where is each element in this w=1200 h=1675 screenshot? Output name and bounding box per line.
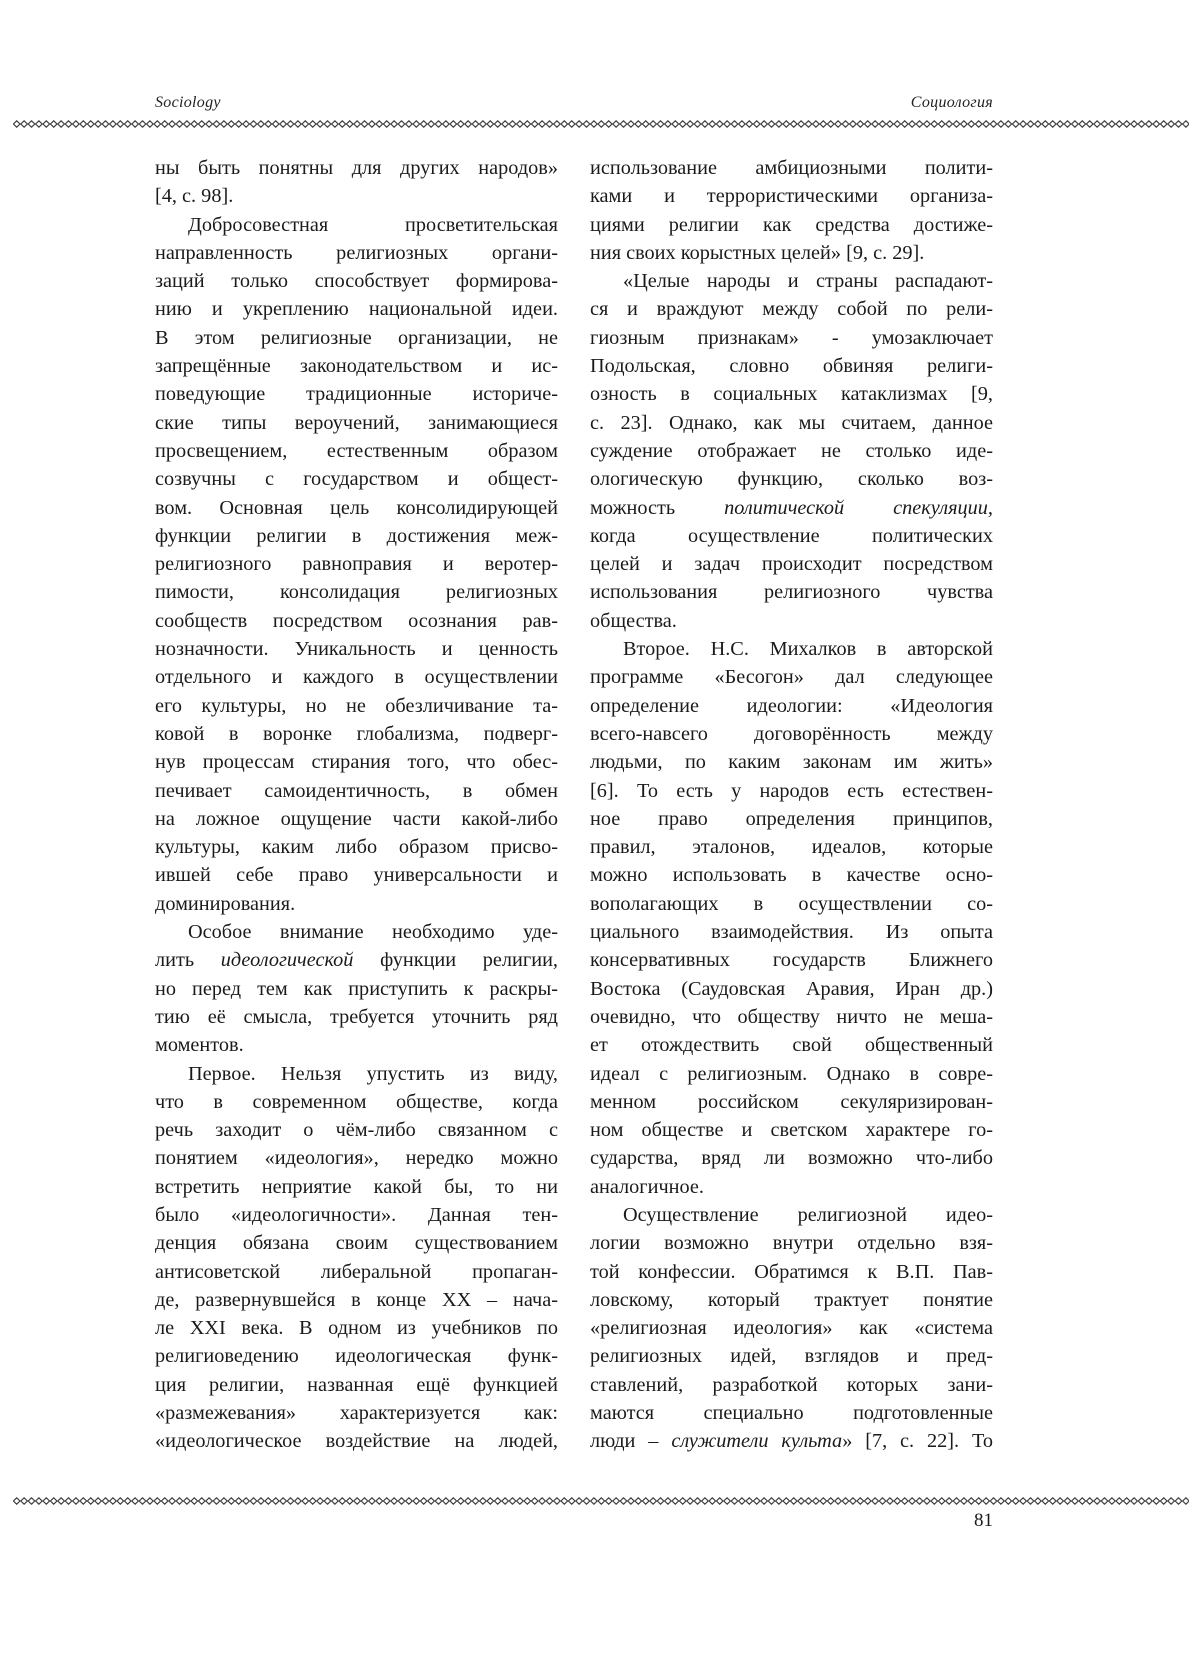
text-line	[590, 946, 993, 974]
text-line	[590, 324, 993, 352]
text-line	[155, 380, 558, 408]
text-run: антисоветской либеральной пропаган-	[155, 1261, 558, 1283]
text-run: ле XXI века. В одном из учебников по	[155, 1317, 558, 1339]
running-header-left: Sociology	[155, 94, 221, 112]
text-run: ны быть понятны для других народов»	[155, 157, 558, 179]
text-line	[155, 1144, 558, 1172]
text-run: религиоведению идеологическая функ-	[155, 1345, 558, 1367]
text-line	[590, 663, 993, 691]
running-header-right: Социология	[911, 94, 993, 112]
paragraph	[155, 154, 558, 211]
text-run: ное право определения принципов,	[590, 808, 993, 830]
text-line	[155, 1314, 558, 1342]
text-run: ция религии, названная ещё функцией	[155, 1374, 558, 1396]
text-line	[155, 550, 558, 578]
text-run: всего-навсего договорённость между	[590, 723, 993, 745]
text-line	[590, 1144, 993, 1172]
text-line	[155, 1173, 558, 1201]
text-run: люди –	[590, 1430, 671, 1452]
text-run: пимости, консолидация религиозных	[155, 581, 558, 603]
text-line	[590, 1003, 993, 1031]
text-line	[155, 1258, 558, 1286]
text-run: ет отождествить свой общественный	[590, 1034, 993, 1056]
text-run: направленность религиозных органи-	[155, 242, 558, 264]
text-line	[155, 239, 558, 267]
text-line	[155, 720, 558, 748]
text-run: логии возможно внутри отдельно взя-	[590, 1232, 993, 1254]
text-line	[155, 352, 558, 380]
text-line	[590, 1427, 993, 1455]
text-run: Осуществление религиозной идео-	[623, 1204, 993, 1226]
text-run: можно использовать в качестве осно-	[590, 864, 993, 886]
text-run: вом. Основная цель консолидирующей	[155, 497, 558, 519]
text-run: ся и враждуют между собой по рели-	[590, 298, 993, 320]
text-run: вополагающих в осуществлении со-	[590, 893, 993, 915]
paragraph	[590, 267, 993, 635]
text-line	[155, 663, 558, 691]
text-line	[590, 1314, 993, 1342]
text-line	[590, 154, 993, 182]
text-run: религиозного равноправия и веротер-	[155, 553, 558, 575]
text-line	[590, 748, 993, 776]
text-run: маются специально подготовленные	[590, 1402, 993, 1424]
text-run: суждение отображает не столько иде-	[590, 440, 993, 462]
text-run: созвучны с государством и общест-	[155, 468, 558, 490]
text-line	[155, 1399, 558, 1427]
text-run: можность	[590, 497, 724, 519]
text-line	[155, 1342, 558, 1370]
text-run: лить	[155, 949, 221, 971]
text-line	[155, 324, 558, 352]
text-line	[590, 1399, 993, 1427]
text-run: идеал с религиозным. Однако в совре-	[590, 1063, 993, 1085]
page-number: 81	[974, 1510, 993, 1532]
text-run: печивает самоидентичность, в обмен	[155, 780, 558, 802]
text-run: аналогичное.	[590, 1176, 704, 1198]
text-run: что в современном обществе, когда	[155, 1091, 558, 1113]
text-run: сударства, вряд ли возможно что-либо	[590, 1147, 993, 1169]
italic-text-run: служители культа	[671, 1430, 842, 1452]
text-line	[155, 607, 558, 635]
text-line	[590, 1371, 993, 1399]
text-run: просвещением, естественным образом	[155, 440, 558, 462]
text-run: ставлений, разработкой которых зани-	[590, 1374, 993, 1396]
text-line	[590, 861, 993, 889]
text-line	[590, 1060, 993, 1088]
text-line	[590, 1031, 993, 1059]
text-line	[155, 295, 558, 323]
text-line	[155, 1201, 558, 1229]
text-run: ния своих корыстных целей» [9, с. 29].	[590, 242, 924, 264]
text-run: когда осуществление политических	[590, 525, 993, 547]
text-line	[155, 154, 558, 182]
text-run: консервативных государств Ближнего	[590, 949, 993, 971]
text-line	[590, 1201, 993, 1229]
text-run: «религиозная идеология» как «система	[590, 1317, 993, 1339]
text-line	[590, 522, 993, 550]
paragraph	[590, 1201, 993, 1456]
ornament-divider-bottom	[13, 1497, 1189, 1505]
text-run: озность в социальных катаклизмах [9,	[590, 383, 993, 405]
text-run: ившей себе право универсальности и	[155, 864, 558, 886]
text-line	[155, 1371, 558, 1399]
text-run: нув процессам стирания того, что обес-	[155, 751, 558, 773]
text-run: Первое. Нельзя упустить из виду,	[188, 1063, 558, 1085]
text-line	[155, 1116, 558, 1144]
text-run: культуры, каким либо образом присво-	[155, 836, 558, 858]
text-line	[590, 550, 993, 578]
text-run: ловскому, который трактует понятие	[590, 1289, 993, 1311]
text-line	[590, 635, 993, 663]
text-line	[155, 437, 558, 465]
text-run: [4, с. 98].	[155, 185, 233, 207]
paragraph	[590, 154, 993, 267]
text-run: моментов.	[155, 1034, 244, 1056]
text-run: целей и задач происходит посредством	[590, 553, 993, 575]
text-line	[155, 1427, 558, 1455]
text-run: речь заходит о чём-либо связанном с	[155, 1119, 558, 1141]
text-run: религиозных идей, взглядов и пред-	[590, 1345, 993, 1367]
text-line	[590, 182, 993, 210]
text-line	[590, 607, 993, 635]
text-run: доминирования.	[155, 893, 295, 915]
text-run: Востока (Саудовская Аравия, Иран др.)	[590, 978, 993, 1000]
text-run: функции религии,	[353, 949, 558, 971]
text-line	[590, 295, 993, 323]
text-line	[590, 1116, 993, 1144]
text-run: но перед тем как приступить к раскры-	[155, 978, 558, 1000]
text-run: менном российском секуляризирован-	[590, 1091, 993, 1113]
text-line	[590, 1088, 993, 1116]
text-line	[590, 239, 993, 267]
text-line	[590, 720, 993, 748]
text-line	[155, 946, 558, 974]
text-line	[590, 805, 993, 833]
text-line	[155, 748, 558, 776]
text-run: было «идеологичности». Данная тен-	[155, 1204, 558, 1226]
text-run: ками и террористическими организа-	[590, 185, 993, 207]
text-line	[590, 1342, 993, 1370]
italic-text-run: политической спекуляции,	[724, 497, 993, 519]
text-line	[590, 352, 993, 380]
text-line	[590, 1286, 993, 1314]
text-line	[590, 1173, 993, 1201]
text-column-left	[155, 154, 558, 1456]
text-line	[590, 267, 993, 295]
text-line	[590, 409, 993, 437]
text-line	[155, 635, 558, 663]
text-line	[155, 1286, 558, 1314]
text-line	[155, 1003, 558, 1031]
text-run: встретить неприятие какой бы, то ни	[155, 1176, 558, 1198]
paragraph	[155, 211, 558, 918]
text-run: Добросовестная просветительская	[188, 214, 558, 236]
text-run: тию её смысла, требуется уточнить ряд	[155, 1006, 558, 1028]
paragraph	[155, 918, 558, 1059]
text-line	[155, 1088, 558, 1116]
text-run: «размежевания» характеризуется как:	[155, 1402, 558, 1424]
text-line	[590, 975, 993, 1003]
text-line	[155, 409, 558, 437]
text-run: де, развернувшейся в конце XX – нача-	[155, 1289, 558, 1311]
text-run: определение идеологии: «Идеология	[590, 695, 993, 717]
text-line	[155, 1060, 558, 1088]
text-line	[590, 1229, 993, 1257]
text-run: правил, эталонов, идеалов, которые	[590, 836, 993, 858]
text-run: его культуры, но не обезличивание та-	[155, 695, 558, 717]
text-line	[155, 890, 558, 918]
text-line	[155, 918, 558, 946]
text-run: людьми, по каким законам им жить»	[590, 751, 993, 773]
text-line	[590, 380, 993, 408]
text-run: с. 23]. Однако, как мы считаем, данное	[590, 412, 993, 434]
ornament-divider-top	[13, 120, 1189, 128]
text-run: циального взаимодействия. Из опыта	[590, 921, 993, 943]
text-run: гиозным признакам» - умозаключает	[590, 327, 993, 349]
text-run: использование амбициозными полити-	[590, 157, 993, 179]
text-line	[155, 861, 558, 889]
text-run: ские типы вероучений, занимающиеся	[155, 412, 558, 434]
text-line	[590, 465, 993, 493]
text-run: той конфессии. Обратимся к В.П. Пав-	[590, 1261, 993, 1283]
text-run: понятием «идеология», нередко можно	[155, 1147, 558, 1169]
text-line	[155, 805, 558, 833]
paragraph	[590, 635, 993, 1201]
text-line	[590, 1258, 993, 1286]
text-line	[590, 692, 993, 720]
text-run: поведующие традиционные историче-	[155, 383, 558, 405]
text-line	[590, 578, 993, 606]
text-line	[155, 578, 558, 606]
text-line	[155, 692, 558, 720]
text-line	[590, 211, 993, 239]
text-run: заций только способствует формирова-	[155, 270, 558, 292]
text-line	[155, 1229, 558, 1257]
text-column-right	[590, 154, 993, 1456]
text-run: циями религии как средства достиже-	[590, 214, 993, 236]
text-run: денция обязана своим существованием	[155, 1232, 558, 1254]
text-line	[590, 918, 993, 946]
text-run: ном обществе и светском характере го-	[590, 1119, 993, 1141]
text-line	[590, 777, 993, 805]
text-run: отдельного и каждого в осуществлении	[155, 666, 558, 688]
text-line	[590, 494, 993, 522]
text-run: Второе. Н.С. Михалков в авторской	[623, 638, 993, 660]
text-run: нозначности. Уникальность и ценность	[155, 638, 558, 660]
text-line	[590, 890, 993, 918]
text-line	[155, 522, 558, 550]
text-run: на ложное ощущение части какой-либо	[155, 808, 558, 830]
text-run: Особое внимание необходимо уде-	[188, 921, 558, 943]
italic-text-run: идеологической	[221, 949, 354, 971]
text-run: запрещённые законодательством и ис-	[155, 355, 558, 377]
text-run: «Целые народы и страны распадают-	[623, 270, 993, 292]
text-line	[155, 777, 558, 805]
text-line	[590, 833, 993, 861]
text-run: » [7, с. 22]. То	[842, 1430, 993, 1452]
text-run: очевидно, что обществу ничто не меша-	[590, 1006, 993, 1028]
text-run: общества.	[590, 610, 677, 632]
text-line	[155, 211, 558, 239]
text-run: использования религиозного чувства	[590, 581, 993, 603]
text-run: [6]. То есть у народов есть естествен-	[590, 780, 993, 802]
text-run: нию и укреплению национальной идеи.	[155, 298, 558, 320]
text-line	[155, 975, 558, 1003]
text-run: ологическую функцию, сколько воз-	[590, 468, 993, 490]
text-run: В этом религиозные организации, не	[155, 327, 558, 349]
text-run: «идеологическое воздействие на людей,	[155, 1430, 558, 1452]
text-line	[590, 437, 993, 465]
text-run: Подольская, словно обвиняя религи-	[590, 355, 993, 377]
text-line	[155, 833, 558, 861]
paragraph	[155, 1060, 558, 1456]
text-line	[155, 267, 558, 295]
text-line	[155, 1031, 558, 1059]
text-run: сообществ посредством осознания рав-	[155, 610, 558, 632]
text-run: ковой в воронке глобализма, подверг-	[155, 723, 558, 745]
text-line	[155, 494, 558, 522]
text-run: функции религии в достижения меж-	[155, 525, 558, 547]
text-line	[155, 182, 558, 210]
text-line	[155, 465, 558, 493]
text-run: программе «Бесогон» дал следующее	[590, 666, 993, 688]
